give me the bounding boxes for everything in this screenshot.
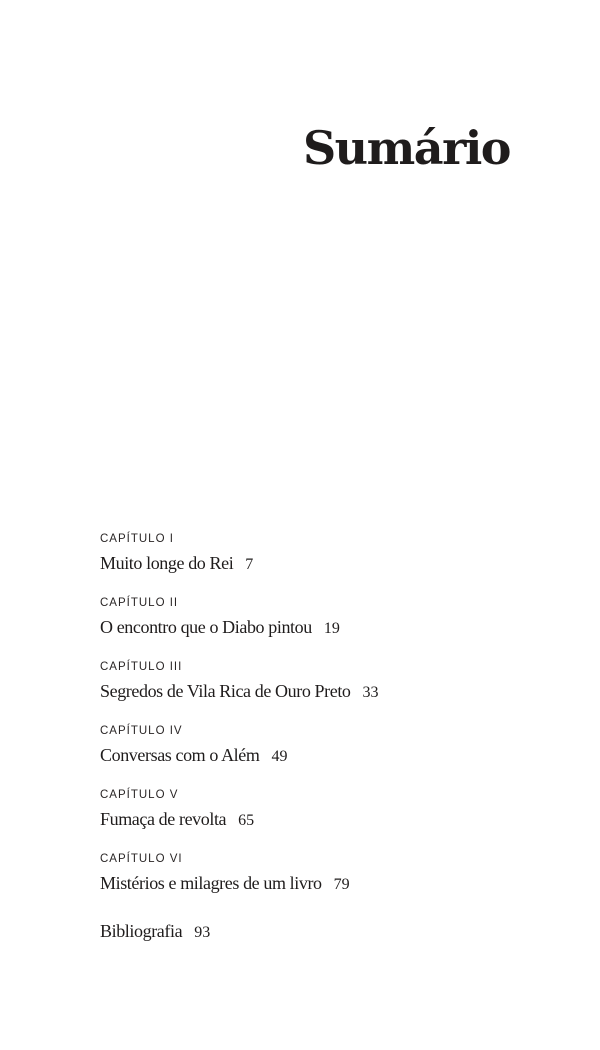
chapter-line: [100, 548, 520, 580]
chapter-line: [100, 612, 520, 644]
chapter-title: Muito longe do Rei: [100, 553, 234, 573]
chapter-title: Conversas com o Além: [100, 745, 260, 765]
chapter-label: CAPÍTULO II: [100, 597, 179, 609]
chapter-label: CAPÍTULO IV: [100, 725, 183, 737]
toc-entry-chapter-1: [100, 530, 520, 594]
bibliography-title: Bibliografia: [100, 921, 183, 941]
chapter-label: CAPÍTULO VI: [100, 853, 183, 865]
chapter-page-number: 33: [362, 684, 379, 701]
chapter-line: [100, 676, 520, 708]
chapter-title: Segredos de Vila Rica de Ouro Preto: [100, 681, 351, 701]
bibliography-page-number: 93: [194, 924, 211, 941]
toc-entry-chapter-5: [100, 786, 520, 850]
toc-entry-chapter-2: [100, 594, 520, 658]
toc-entry-chapter-3: [100, 658, 520, 722]
toc-entry-chapter-4: [100, 722, 520, 786]
chapter-page-number: 7: [245, 556, 254, 573]
bibliography-line: [100, 916, 520, 948]
chapter-title: Fumaça de revolta: [100, 809, 227, 829]
chapter-title: Mistérios e milagres de um livro: [100, 873, 322, 893]
table-of-contents: [100, 530, 520, 948]
chapter-page-number: 49: [271, 748, 288, 765]
page-title: Sumário: [302, 121, 510, 175]
chapter-label: CAPÍTULO III: [100, 661, 183, 673]
chapter-label: CAPÍTULO I: [100, 533, 174, 545]
chapter-line: [100, 868, 520, 900]
toc-entry-chapter-6: [100, 850, 520, 914]
chapter-page-number: 79: [333, 876, 350, 893]
chapter-page-number: 19: [323, 620, 340, 637]
toc-entry-bibliography: [100, 916, 520, 948]
chapter-page-number: 65: [238, 812, 255, 829]
chapter-line: [100, 740, 520, 772]
chapter-label: CAPÍTULO V: [100, 789, 179, 801]
chapter-title: O encontro que o Diabo pintou: [100, 617, 312, 637]
chapter-line: [100, 804, 520, 836]
